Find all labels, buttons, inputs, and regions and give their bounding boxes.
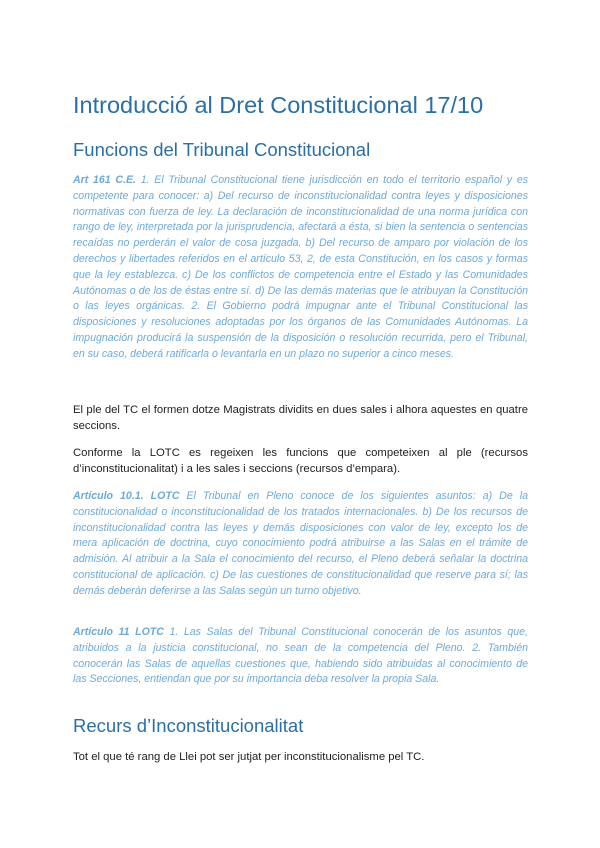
quote-reference: Art 161 C.E. [73,174,137,186]
quote-art-10-1 [73,489,528,600]
body-paragraph: Conforme la LOTC es regeixen les funcions que competeixen al ple (recursos d’inconstitucionalitat) i a les sales i seccions (recursos d’empara). [73,447,528,475]
body-paragraph: El ple del TC el formen dotze Magistrats dividits en dues sales i alhora aquestes en quatre seccions. [73,404,528,432]
quote-text: 1. Las Salas del Tribunal Constitucional conocerán de los asuntos que, atribuidos a la justicia constitucional, no sean de la competencia del Pleno. 2. También conocerán las Salas de aquellas cuestiones que, habiendo sido atribuidas al conocimiento de las Secciones, entiendan que por su importancia deba resolver la propia Sala. [73,626,528,686]
quote-text: El Tribunal en Pleno conoce de los siguientes asuntos: a) De la constitucionalidad o inconstitucionalidad de los tratados internacionales. b) De los recursos de inconstitucionalidad contra las leyes y demás disposiciones con valor de ley, excepto los de mera aplicación de doctrina, cuyo conocimiento podrá atribuirse a las Salas en el trámite de admisión. Al atribuir a la Sala el conocimiento del recurso, el Pleno deberá señalar la doctrina constitucional de aplicación. c) De las cuestiones de constitucionalidad que reserve para sí; las demás deberán deferirse a las Salas según un turno objetivo. [73,490,528,597]
quote-art-11 [73,625,528,688]
quote-reference: Artículo 11 LOTC [73,626,164,638]
page-title: Introducció al Dret Constitucional 17/10 [73,92,484,118]
section-heading-funcions: Funcions del Tribunal Constitucional [73,139,371,160]
section-heading-recurs: Recurs d’Inconstitucionalitat [73,715,304,736]
quote-text: 1. El Tribunal Constitucional tiene jurisdicción en todo el territorio español y es competente para conocer: a) Del recurso de inconstitucionalidad contra leyes y disposiciones normativas con fuerza de ley. La declaración de inconstitucionalidad de una norma jurídica con rango de ley, interpretada por la jurisprudencia, afectará a ésta, si bien la sentencia o sentencias recaídas no perderán el valor de cosa juzgada. b) Del recurso de amparo por violación de los derechos y libertades referidos en el artículo 53, 2, de esta Constitución, en los casos y formas que la ley establezca. c) De los conflictos de competencia entre el Estado y las Comunidades Autónomas o de los de éstas entre sí. d) De las demás materias que le atribuyan la Constitución o las leyes orgánicas. 2. El Gobierno podrá impugnar ante el Tribunal Constitucional las disposiciones y resoluciones adoptadas por los órganos de las Comunidades Autónomas. La impugnación producirá la suspensión de la disposición o resolución recurrida, pero el Tribunal, en su caso, deberá ratificarla o levantarla en un plazo no superior a cinco meses. [73,174,529,360]
quote-reference: Artículo 10.1. LOTC [73,490,180,502]
quote-art-161 [73,173,528,363]
body-paragraph: Tot el que té rang de Llei pot ser jutjat per inconstitucionalisme pel TC. [73,751,425,763]
